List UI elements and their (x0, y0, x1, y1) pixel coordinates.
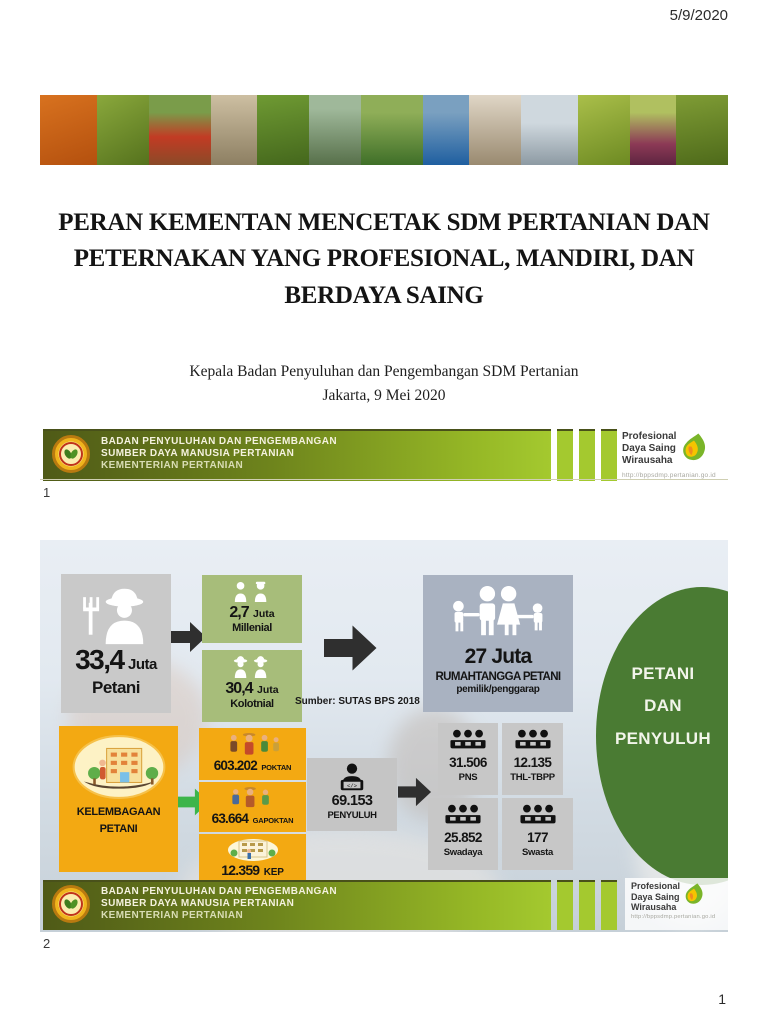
sprout-icon (63, 896, 79, 912)
photo-livestock-people (469, 95, 521, 165)
org-line: BADAN PENYULUHAN DAN PENGEMBANGAN (101, 886, 337, 897)
thl-tbpp-label: THL-TBPP (510, 771, 555, 783)
org-banner-slide1 (43, 429, 617, 481)
households-box (423, 575, 573, 712)
poktan-box (199, 728, 306, 780)
team-desk-icon (518, 804, 558, 828)
kelembagaan-line: KELEMBAGAAN (76, 806, 161, 818)
kep-label: KEP (263, 867, 284, 878)
swadaya-box (428, 798, 498, 870)
gapoktan-label: GAPOKTAN (252, 816, 294, 825)
millenial-value: 2,7 (229, 604, 249, 621)
brand-url: http://bppsdmp.pertanian.go.id (622, 472, 716, 479)
penyuluh-value: 69.153 (331, 793, 373, 809)
slide2-infographic (40, 540, 728, 932)
photo-corn (257, 95, 309, 165)
kelembagaan-label (77, 804, 160, 837)
org-line: KEMENTERIAN PERTANIAN (101, 460, 244, 472)
data-source: Sumber: SUTAS BPS 2018 (295, 696, 420, 707)
pns-value: 31.506 (449, 755, 487, 770)
team-desk-icon (443, 804, 483, 828)
title-line: PETERNAKAN YANG PROFESIONAL, MANDIRI, DAN (73, 245, 695, 273)
brand-tagline (622, 431, 676, 466)
circle-line: PENYULUH (615, 728, 711, 748)
photo-collage-strip (40, 95, 728, 165)
org-name (101, 886, 337, 923)
kep-building-icon (226, 838, 280, 862)
penyuluh-label: PENYULUH (327, 809, 377, 821)
households-sublabel: pemilik/penggarap (456, 684, 540, 695)
millenial-box (202, 575, 302, 643)
kelembagaan-box (59, 726, 178, 872)
flame-logo-icon (681, 431, 707, 469)
swadaya-value: 25.852 (444, 830, 482, 845)
thl-tbpp-box (502, 723, 563, 795)
bppsdmp-brand-slide2 (625, 878, 728, 930)
banner-tab (579, 880, 595, 930)
tagline-line: Wirausaha (622, 454, 673, 466)
pns-label: PNS (458, 771, 478, 783)
farmers-unit: Juta (128, 656, 157, 673)
banner-tab (557, 880, 573, 930)
banner-tab (601, 429, 617, 481)
banner-tab (557, 429, 573, 481)
banner-tab (601, 880, 617, 930)
kolotnial-value: 30,4 (225, 680, 253, 697)
extension-worker-laptop-icon (335, 763, 369, 793)
sprout-icon (63, 446, 79, 462)
team-desk-icon (448, 729, 488, 753)
kep-box (199, 834, 306, 882)
photo-field-workers (361, 95, 423, 165)
penyuluh-box (307, 758, 397, 831)
org-banner-slide2 (43, 880, 617, 930)
subtitle-date: Jakarta, 9 Mei 2020 (322, 387, 446, 405)
bppsdmp-brand-slide1 (622, 431, 728, 479)
ministry-logo-icon (52, 435, 90, 473)
tagline-line: Wirausaha (631, 902, 677, 913)
poktan-label: POKTAN (261, 763, 292, 772)
farmer-group-icon (227, 786, 279, 810)
photo-plants (578, 95, 630, 165)
page-number: 1 (718, 991, 726, 1007)
swasta-box (502, 798, 573, 870)
org-line: BADAN PENYULUHAN DAN PENGEMBANGAN (101, 436, 337, 447)
slide2-number: 2 (43, 936, 51, 951)
farmer-family-icon (442, 585, 554, 641)
subtitle-speaker: Kepala Badan Penyuluhan dan Pengembangan SDM Pertanian (189, 363, 579, 380)
farmers-total-box (61, 574, 171, 713)
slide1-subtitle (50, 360, 718, 408)
team-desk-icon (513, 729, 553, 753)
photo-soybeans (97, 95, 149, 165)
photo-machinery (423, 95, 470, 165)
photo-cow (521, 95, 578, 165)
arrow-right-icon (398, 772, 432, 812)
swadaya-label: Swadaya (443, 846, 483, 858)
slide1-border (40, 479, 728, 480)
photo-soldiers (309, 95, 361, 165)
households-label: RUMAHTANGGA PETANI (435, 671, 561, 683)
swasta-label: Swasta (522, 846, 553, 858)
kolotnial-label: Kolotnial (230, 698, 274, 710)
institution-building-icon (71, 734, 167, 800)
brand-tagline (631, 881, 680, 913)
slide1-title (50, 205, 718, 314)
kelembagaan-line: PETANI (99, 822, 138, 835)
circle-line: DAN (644, 696, 682, 716)
tagline-line: Profesional (631, 881, 681, 891)
young-people-icon (231, 581, 273, 604)
photo-onions (630, 95, 677, 165)
flame-logo-icon (684, 881, 704, 911)
poktan-value: 603.202 (213, 758, 257, 773)
millenial-label: Millenial (232, 622, 272, 634)
petani-dan-penyuluh-label (588, 658, 728, 755)
tagline-line: Profesional (622, 431, 677, 442)
pns-box (438, 723, 498, 795)
org-line: SUMBER DAYA MANUSIA PERTANIAN (101, 448, 295, 460)
ministry-logo-icon (52, 885, 90, 923)
photo-tractor (149, 95, 211, 165)
svg-text:</>: </> (346, 782, 358, 790)
farmers-value: 33,4 (75, 644, 124, 675)
header-date: 5/9/2020 (669, 7, 728, 24)
gapoktan-box (199, 782, 306, 832)
thl-tbpp-value: 12.135 (513, 755, 552, 770)
millenial-unit: Juta (253, 608, 275, 620)
kolotnial-unit: Juta (257, 684, 279, 696)
households-value: 27 Juta (464, 645, 532, 668)
org-line: KEMENTERIAN PERTANIAN (101, 910, 244, 922)
circle-line: PETANI (631, 664, 695, 683)
title-line: PERAN KEMENTAN MENCETAK SDM PERTANIAN DAN (58, 209, 710, 236)
brand-url: http://bppsdmp.pertanian.go.id (631, 913, 716, 920)
old-farmers-icon (231, 656, 273, 680)
banner-tab (579, 429, 595, 481)
farmer-icon (80, 584, 152, 646)
photo-woman (211, 95, 258, 165)
title-line: BERDAYA SAING (284, 281, 484, 309)
farmers-label: Petani (91, 678, 141, 697)
slide1-number: 1 (43, 485, 51, 500)
org-name (101, 436, 337, 473)
photo-carrots (40, 95, 97, 165)
gapoktan-value: 63.664 (211, 811, 249, 826)
kep-value: 12.359 (221, 862, 260, 878)
photo-palm (676, 95, 728, 165)
arrow-right-icon (323, 624, 379, 672)
tagline-line: Daya Saing (622, 442, 676, 454)
swasta-value: 177 (527, 830, 548, 845)
kolotnial-box (202, 650, 302, 722)
farmer-group-icon (224, 732, 282, 757)
org-line: SUMBER DAYA MANUSIA PERTANIAN (101, 898, 295, 910)
tagline-line: Daya Saing (631, 891, 680, 902)
